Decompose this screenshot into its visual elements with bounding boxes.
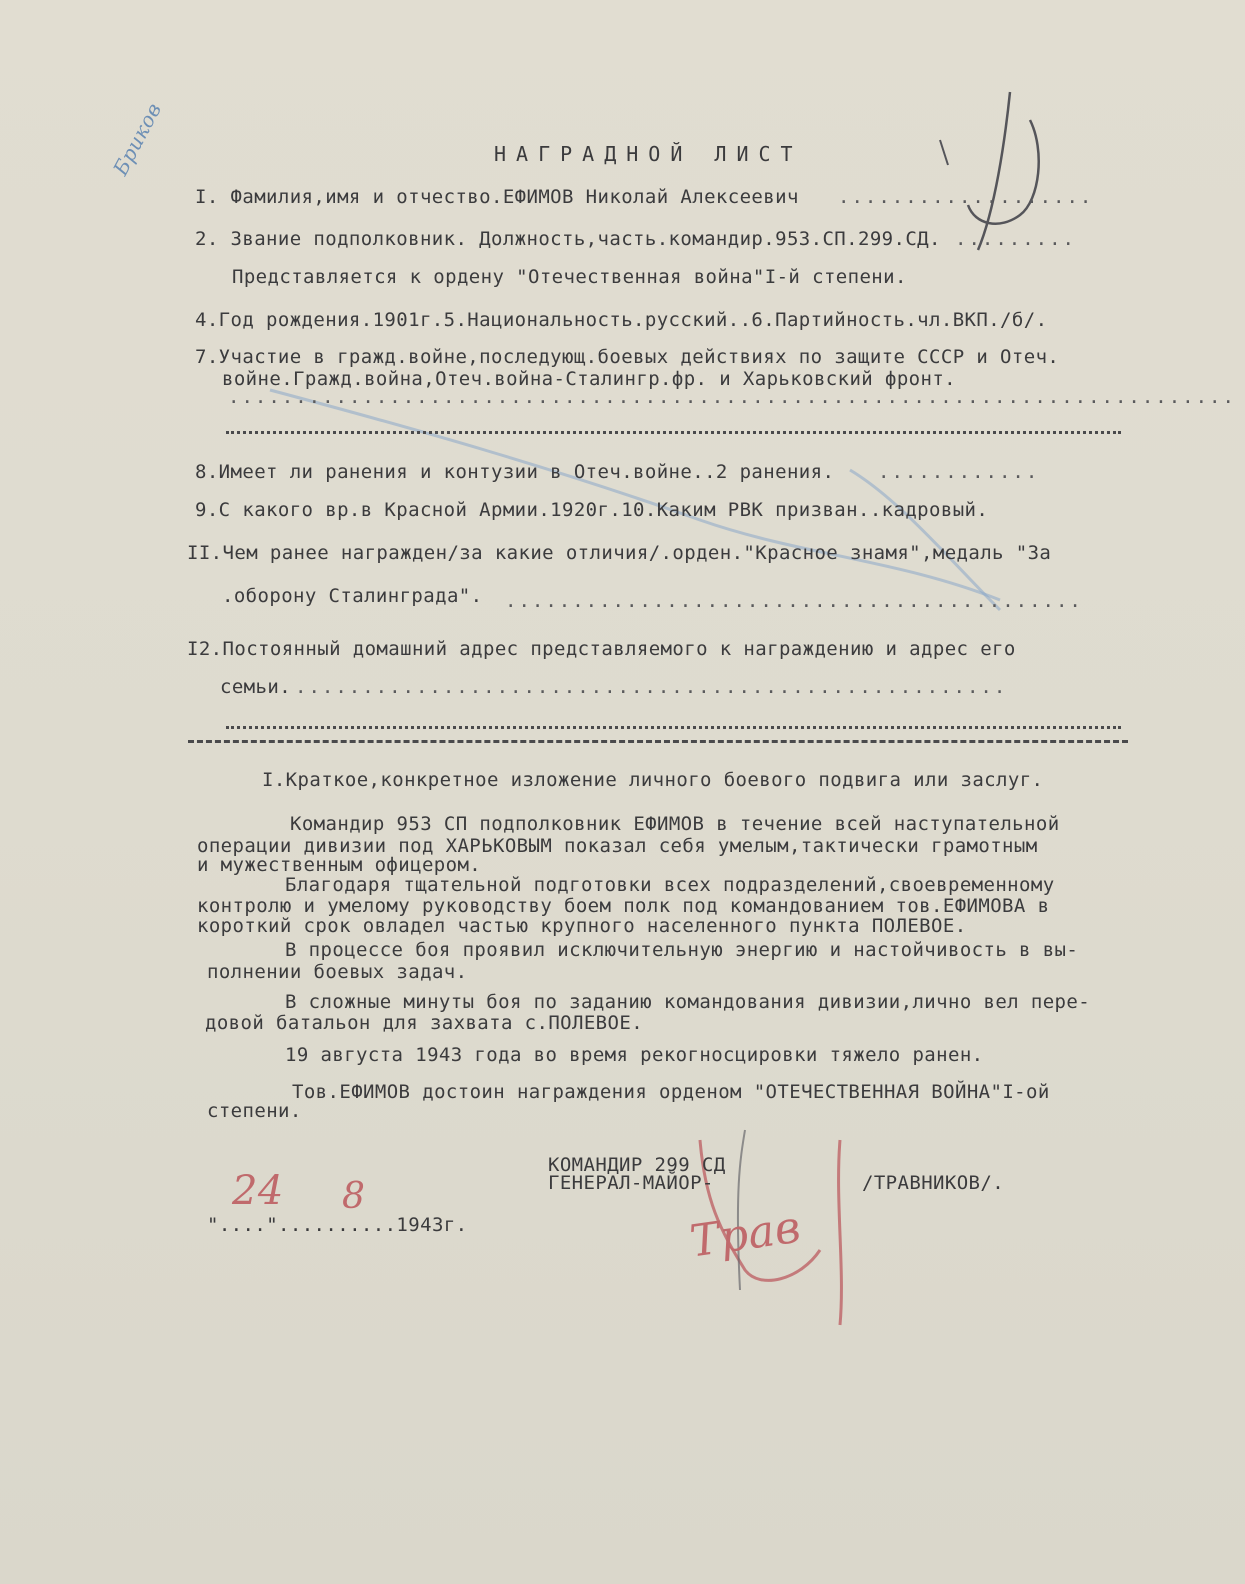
document-title: НАГРАДНОЙ ЛИСТ [494, 142, 803, 166]
field-11-previous-awards-cont: .оборону Сталинграда". [222, 585, 483, 607]
fill-dots: ..................................................... [295, 676, 1008, 698]
body-line: Командир 953 СП подполковник ЕФИМОВ в течение всей наступательной [290, 813, 1060, 835]
body-line: контролю и умелому руководству боем полк под командованием тов.ЕФИМОВА в [197, 895, 1050, 917]
date-handwritten-month: 8 [342, 1176, 366, 1217]
section-title: I.Краткое,конкретное изложение личного боевого подвига или заслуг. [262, 769, 1044, 791]
handwritten-signature: Трав [686, 1201, 804, 1268]
blue-stamp-stroke [270, 390, 1000, 600]
margin-note: Бриков [108, 98, 167, 180]
signer-name: /ТРАВНИКОВ/. [862, 1172, 1005, 1194]
body-line: полнении боевых задач. [207, 961, 468, 983]
body-line: 19 августа 1943 года во время рекогносцировки тяжело ранен. [285, 1044, 984, 1066]
field-8-wounds: 8.Имеет ли ранения и контузии в Отеч.войне..2 ранения. [195, 461, 835, 483]
field-7-participation: 7.Участие в гражд.войне,последующ.боевых действиях по защите СССР и Отеч. [195, 346, 1060, 368]
red-signature-stroke [839, 1140, 842, 1325]
fill-dots: ............ [878, 461, 1040, 483]
body-line: короткий срок овладел частью крупного населенного пункта ПОЛЕВОЕ. [197, 915, 967, 937]
field-2-rank-position: 2. Звание подполковник. Должность,часть.командир.953.СП.299.СД. [195, 228, 941, 250]
field-4-6-birth-nationality-party: 4.Год рождения.1901г.5.Национальность.русский..6.Партийность.чл.ВКП./б/. [195, 309, 1048, 331]
fill-dots: ................... [838, 186, 1094, 208]
dotted-line [226, 431, 1121, 434]
field-1-name: I. Фамилия,имя и отчество.ЕФИМОВ Николай Алексеевич [195, 186, 799, 208]
field-9-10-service: 9.С какого вр.в Красной Армии.1920г.10.Каким РВК призван..кадровый. [195, 499, 989, 521]
body-line: Благодаря тщательной подготовки всех подразделений,своевременному [285, 874, 1055, 896]
signer-position-2: ГЕНЕРАЛ-МАЙОР- [548, 1172, 714, 1194]
date-typed: "...."..........1943г. [207, 1214, 468, 1236]
body-line: В процессе боя проявил исключительную энергию и настойчивость в вы- [285, 939, 1079, 961]
field-12-address: I2.Постоянный домашний адрес представляемого к награждению и адрес его [187, 638, 1016, 660]
field-12-address-cont: семьи. [220, 676, 292, 698]
blue-stamp-stroke [850, 470, 1000, 610]
separator-rule [188, 740, 1128, 743]
field-7-participation-cont: войне.Гражд.война,Отеч.война-Сталингр.фр. и Харьковский фронт. [222, 368, 957, 390]
body-line: В сложные минуты боя по заданию командования дивизии,лично вел пере- [285, 991, 1091, 1013]
signer-position-1: КОМАНДИР 299 СД [548, 1154, 726, 1176]
body-line: довой батальон для захвата с.ПОЛЕВОЕ. [205, 1012, 644, 1034]
fill-dots: ........................................... [505, 590, 1083, 612]
field-11-previous-awards: II.Чем ранее награжден/за какие отличия/.орден."Красное знамя",медаль "За [187, 542, 1052, 564]
body-line: Тов.ЕФИМОВ достоин награждения орденом "ОТЕЧЕСТВЕННАЯ ВОЙНА"I-ой [292, 1081, 1050, 1103]
body-line: и мужественным офицером. [197, 854, 482, 876]
corner-tick [940, 140, 948, 165]
nomination-line: Представляется к ордену "Отечественная война"I-й степени. [232, 266, 907, 288]
fill-dots: ........................................................................... [228, 386, 1236, 408]
date-handwritten-day: 24 [232, 1168, 284, 1214]
body-line: операции дивизии под ХАРЬКОВЫМ показал себя умелым,тактически грамотным [197, 835, 1038, 857]
fill-dots: ......... [955, 228, 1076, 250]
body-line: степени. [207, 1100, 302, 1122]
dotted-line [226, 726, 1121, 729]
